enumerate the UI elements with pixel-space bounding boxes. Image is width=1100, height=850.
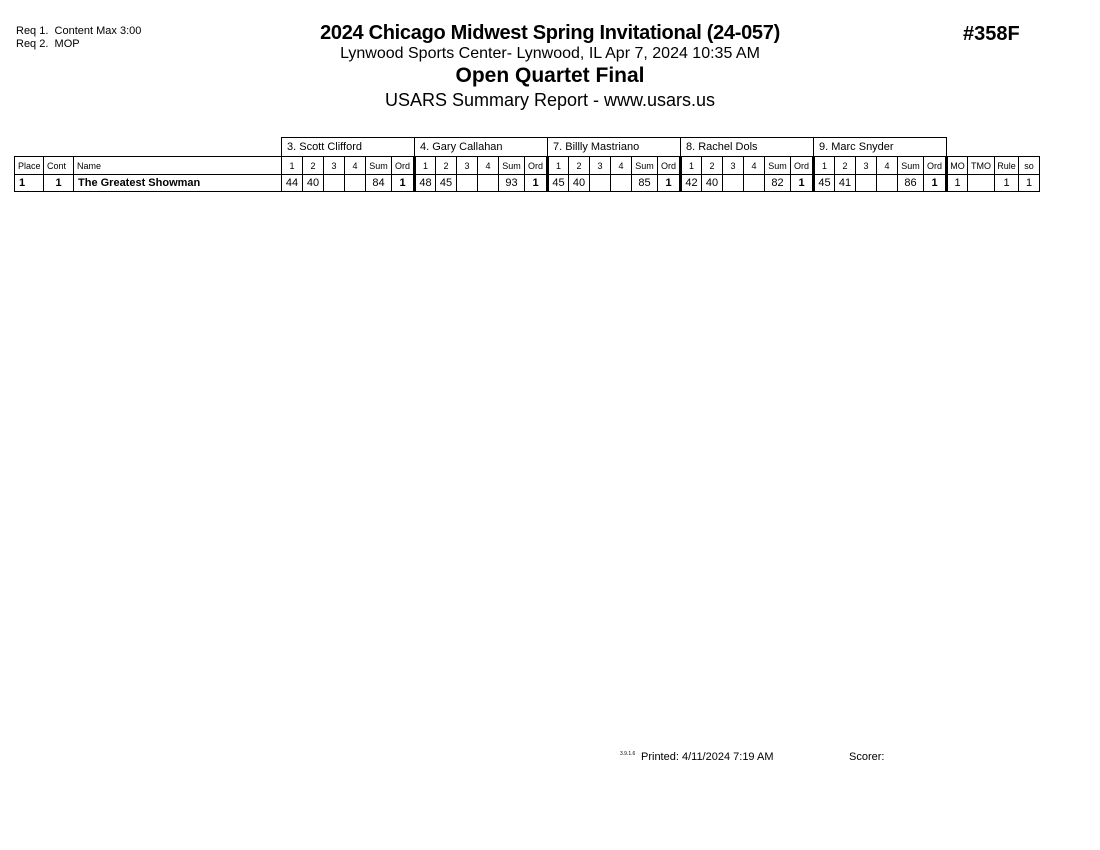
table-row [15, 175, 1040, 192]
place-cell: 1 [15, 175, 44, 192]
tmo-header: TMO [968, 157, 995, 175]
judge-header-row [15, 138, 1040, 157]
score-cell: 44 [282, 175, 303, 192]
event-name: Open Quartet Final [455, 64, 645, 87]
score-4-header: 4 [611, 157, 632, 175]
score-cell: 45 [548, 175, 569, 192]
score-1-header: 1 [548, 157, 569, 175]
score-cell: 40 [303, 175, 324, 192]
mo-header: MO [947, 157, 968, 175]
rule-cell: 1 [995, 175, 1019, 192]
score-2-header: 2 [303, 157, 324, 175]
judge-name: 8. Rachel Dols [681, 138, 814, 157]
score-2-header: 2 [702, 157, 723, 175]
judge-name: 4. Gary Callahan [415, 138, 548, 157]
score-1-header: 1 [282, 157, 303, 175]
mo-cell: 1 [947, 175, 968, 192]
sum-cell: 86 [898, 175, 924, 192]
score-3-header: 3 [457, 157, 478, 175]
score-1-header: 1 [681, 157, 702, 175]
score-cell [478, 175, 499, 192]
score-3-header: 3 [856, 157, 877, 175]
event-title: 2024 Chicago Midwest Spring Invitational (24-057) [320, 22, 780, 44]
name-header: Name [74, 157, 282, 175]
column-header-row [15, 157, 1040, 175]
score-cell: 45 [436, 175, 457, 192]
ord-header: Ord [525, 157, 548, 175]
sum-cell: 85 [632, 175, 658, 192]
blank-cell [947, 138, 1040, 157]
rule-header: Rule [995, 157, 1019, 175]
score-2-header: 2 [436, 157, 457, 175]
score-cell [611, 175, 632, 192]
summary-table [14, 137, 1040, 192]
score-2-header: 2 [835, 157, 856, 175]
ord-cell: 1 [392, 175, 415, 192]
name-cell: The Greatest Showman [74, 175, 282, 192]
score-cell [345, 175, 366, 192]
sum-cell: 84 [366, 175, 392, 192]
score-cell: 41 [835, 175, 856, 192]
score-cell [877, 175, 898, 192]
printed-timestamp: Printed: 4/11/2024 7:19 AM [641, 751, 774, 763]
sum-cell: 82 [765, 175, 791, 192]
ord-header: Ord [924, 157, 947, 175]
score-3-header: 3 [590, 157, 611, 175]
score-cell [457, 175, 478, 192]
score-cell: 42 [681, 175, 702, 192]
blank-cell [15, 138, 282, 157]
score-cell: 45 [814, 175, 835, 192]
score-cell: 40 [569, 175, 590, 192]
sum-header: Sum [765, 157, 791, 175]
score-cell: 40 [702, 175, 723, 192]
sum-cell: 93 [499, 175, 525, 192]
requirement-prefix: Req 1. [16, 25, 49, 37]
score-cell [590, 175, 611, 192]
score-cell [324, 175, 345, 192]
ord-cell: 1 [658, 175, 681, 192]
ord-header: Ord [658, 157, 681, 175]
score-3-header: 3 [723, 157, 744, 175]
score-3-header: 3 [324, 157, 345, 175]
cont-cell: 1 [44, 175, 74, 192]
tmo-cell [968, 175, 995, 192]
judge-name: 9. Marc Snyder [814, 138, 947, 157]
requirement-text: MOP [54, 38, 80, 50]
sum-header: Sum [898, 157, 924, 175]
place-header: Place [15, 157, 44, 175]
ord-header: Ord [791, 157, 814, 175]
score-cell [856, 175, 877, 192]
score-cell: 48 [415, 175, 436, 192]
so-header: so [1019, 157, 1040, 175]
ord-cell: 1 [791, 175, 814, 192]
score-1-header: 1 [814, 157, 835, 175]
requirement-text: Content Max 3:00 [54, 25, 142, 37]
score-4-header: 4 [744, 157, 765, 175]
requirement-prefix: Req 2. [16, 38, 49, 50]
sum-header: Sum [632, 157, 658, 175]
score-4-header: 4 [345, 157, 366, 175]
ord-header: Ord [392, 157, 415, 175]
score-cell [723, 175, 744, 192]
ord-cell: 1 [525, 175, 548, 192]
judge-name: 7. Billly Mastriano [548, 138, 681, 157]
sum-header: Sum [499, 157, 525, 175]
scorer-label: Scorer: [849, 751, 885, 763]
score-cell [744, 175, 765, 192]
report-line: USARS Summary Report - www.usars.us [384, 90, 716, 110]
cont-header: Cont [44, 157, 74, 175]
score-4-header: 4 [478, 157, 499, 175]
score-2-header: 2 [569, 157, 590, 175]
sum-header: Sum [366, 157, 392, 175]
so-cell: 1 [1019, 175, 1040, 192]
score-1-header: 1 [415, 157, 436, 175]
ord-cell: 1 [924, 175, 947, 192]
version-code: 3.9.1.6 [620, 751, 636, 757]
event-number: #358F [963, 23, 1020, 45]
judge-name: 3. Scott Clifford [282, 138, 415, 157]
score-4-header: 4 [877, 157, 898, 175]
venue-line: Lynwood Sports Center- Lynwood, IL Apr 7, 2024 10:35 AM [340, 45, 760, 62]
